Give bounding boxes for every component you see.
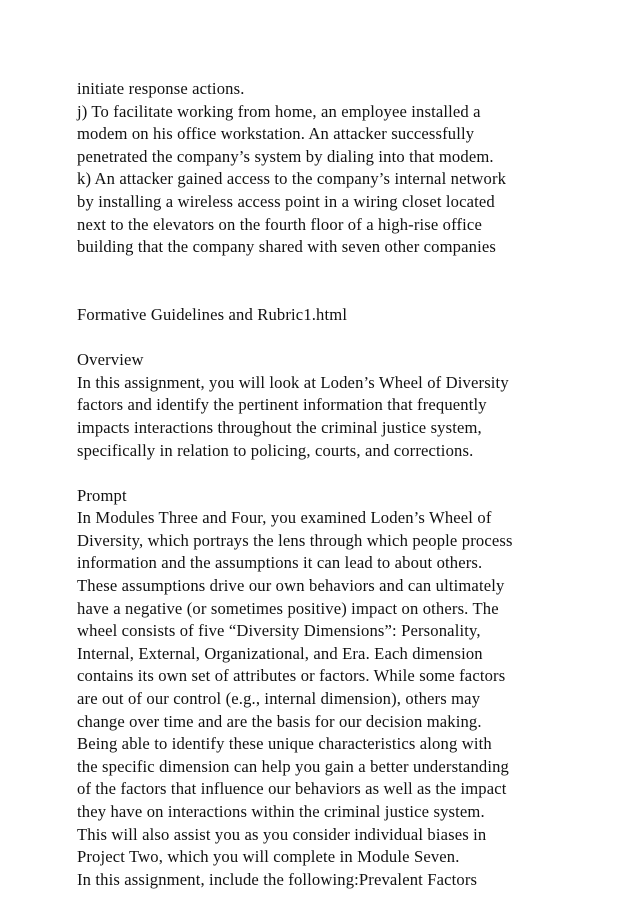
section-heading-overview: Overview [77, 350, 144, 370]
text-line: These assumptions drive our own behaviors and can ultimately [77, 576, 505, 596]
text-line: specifically in relation to policing, courts, and corrections. [77, 440, 474, 460]
text-line: of the factors that influence our behaviors as well as the impact [77, 779, 507, 799]
text-line: Being able to identify these unique characteristics along with [77, 734, 492, 754]
text-line: In this assignment, you will look at Loden’s Wheel of Diversity [77, 372, 509, 392]
text-line: building that the company shared with seven other companies [77, 237, 496, 257]
text-line: k) An attacker gained access to the company’s internal network [77, 169, 507, 189]
text-line: change over time and are the basis for our decision making. [77, 711, 482, 731]
text-line: This will also assist you as you consider individual biases in [77, 824, 487, 844]
text-line: In this assignment, include the following:Prevalent Factors [77, 869, 478, 889]
text-line: the specific dimension can help you gain a better understanding [77, 756, 509, 776]
text-line: j) To facilitate working from home, an employee installed a [77, 101, 481, 121]
text-line: Internal, External, Organizational, and Era. Each dimension [77, 643, 483, 663]
text-line: initiate response actions. [77, 79, 245, 98]
text-line: contains its own set of attributes or factors. While some factors [77, 666, 506, 686]
blank-line [77, 327, 622, 350]
blank-line [77, 281, 622, 304]
document-title: Formative Guidelines and Rubric1.html [77, 304, 348, 324]
blank-line [77, 259, 622, 282]
text-line: In Modules Three and Four, you examined Loden’s Wheel of [77, 508, 492, 528]
text-line: penetrated the company’s system by dialing into that modem. [77, 146, 494, 166]
blank-line [77, 462, 622, 485]
text-line: modem on his office workstation. An attacker successfully [77, 124, 475, 144]
text-line: wheel consists of five “Diversity Dimensions”: Personality, [77, 621, 481, 641]
text-line: by installing a wireless access point in a wiring closet located [77, 191, 495, 211]
section-heading-prompt: Prompt [77, 485, 127, 505]
text-line: information and the assumptions it can lead to about others. [77, 553, 483, 573]
text-line: are out of our control (e.g., internal dimension), others may [77, 689, 481, 709]
text-line: next to the elevators on the fourth floor of a high-rise office [77, 214, 482, 234]
text-line: Diversity, which portrays the lens through which people process [77, 530, 513, 550]
text-line: Project Two, which you will complete in Module Seven. [77, 847, 460, 867]
text-line: they have on interactions within the criminal justice system. [77, 802, 485, 821]
text-line: factors and identify the pertinent information that frequently [77, 395, 487, 415]
document-page [77, 78, 622, 891]
text-line: have a negative (or sometimes positive) impact on others. The [77, 598, 499, 618]
text-line: impacts interactions throughout the criminal justice system, [77, 417, 482, 437]
